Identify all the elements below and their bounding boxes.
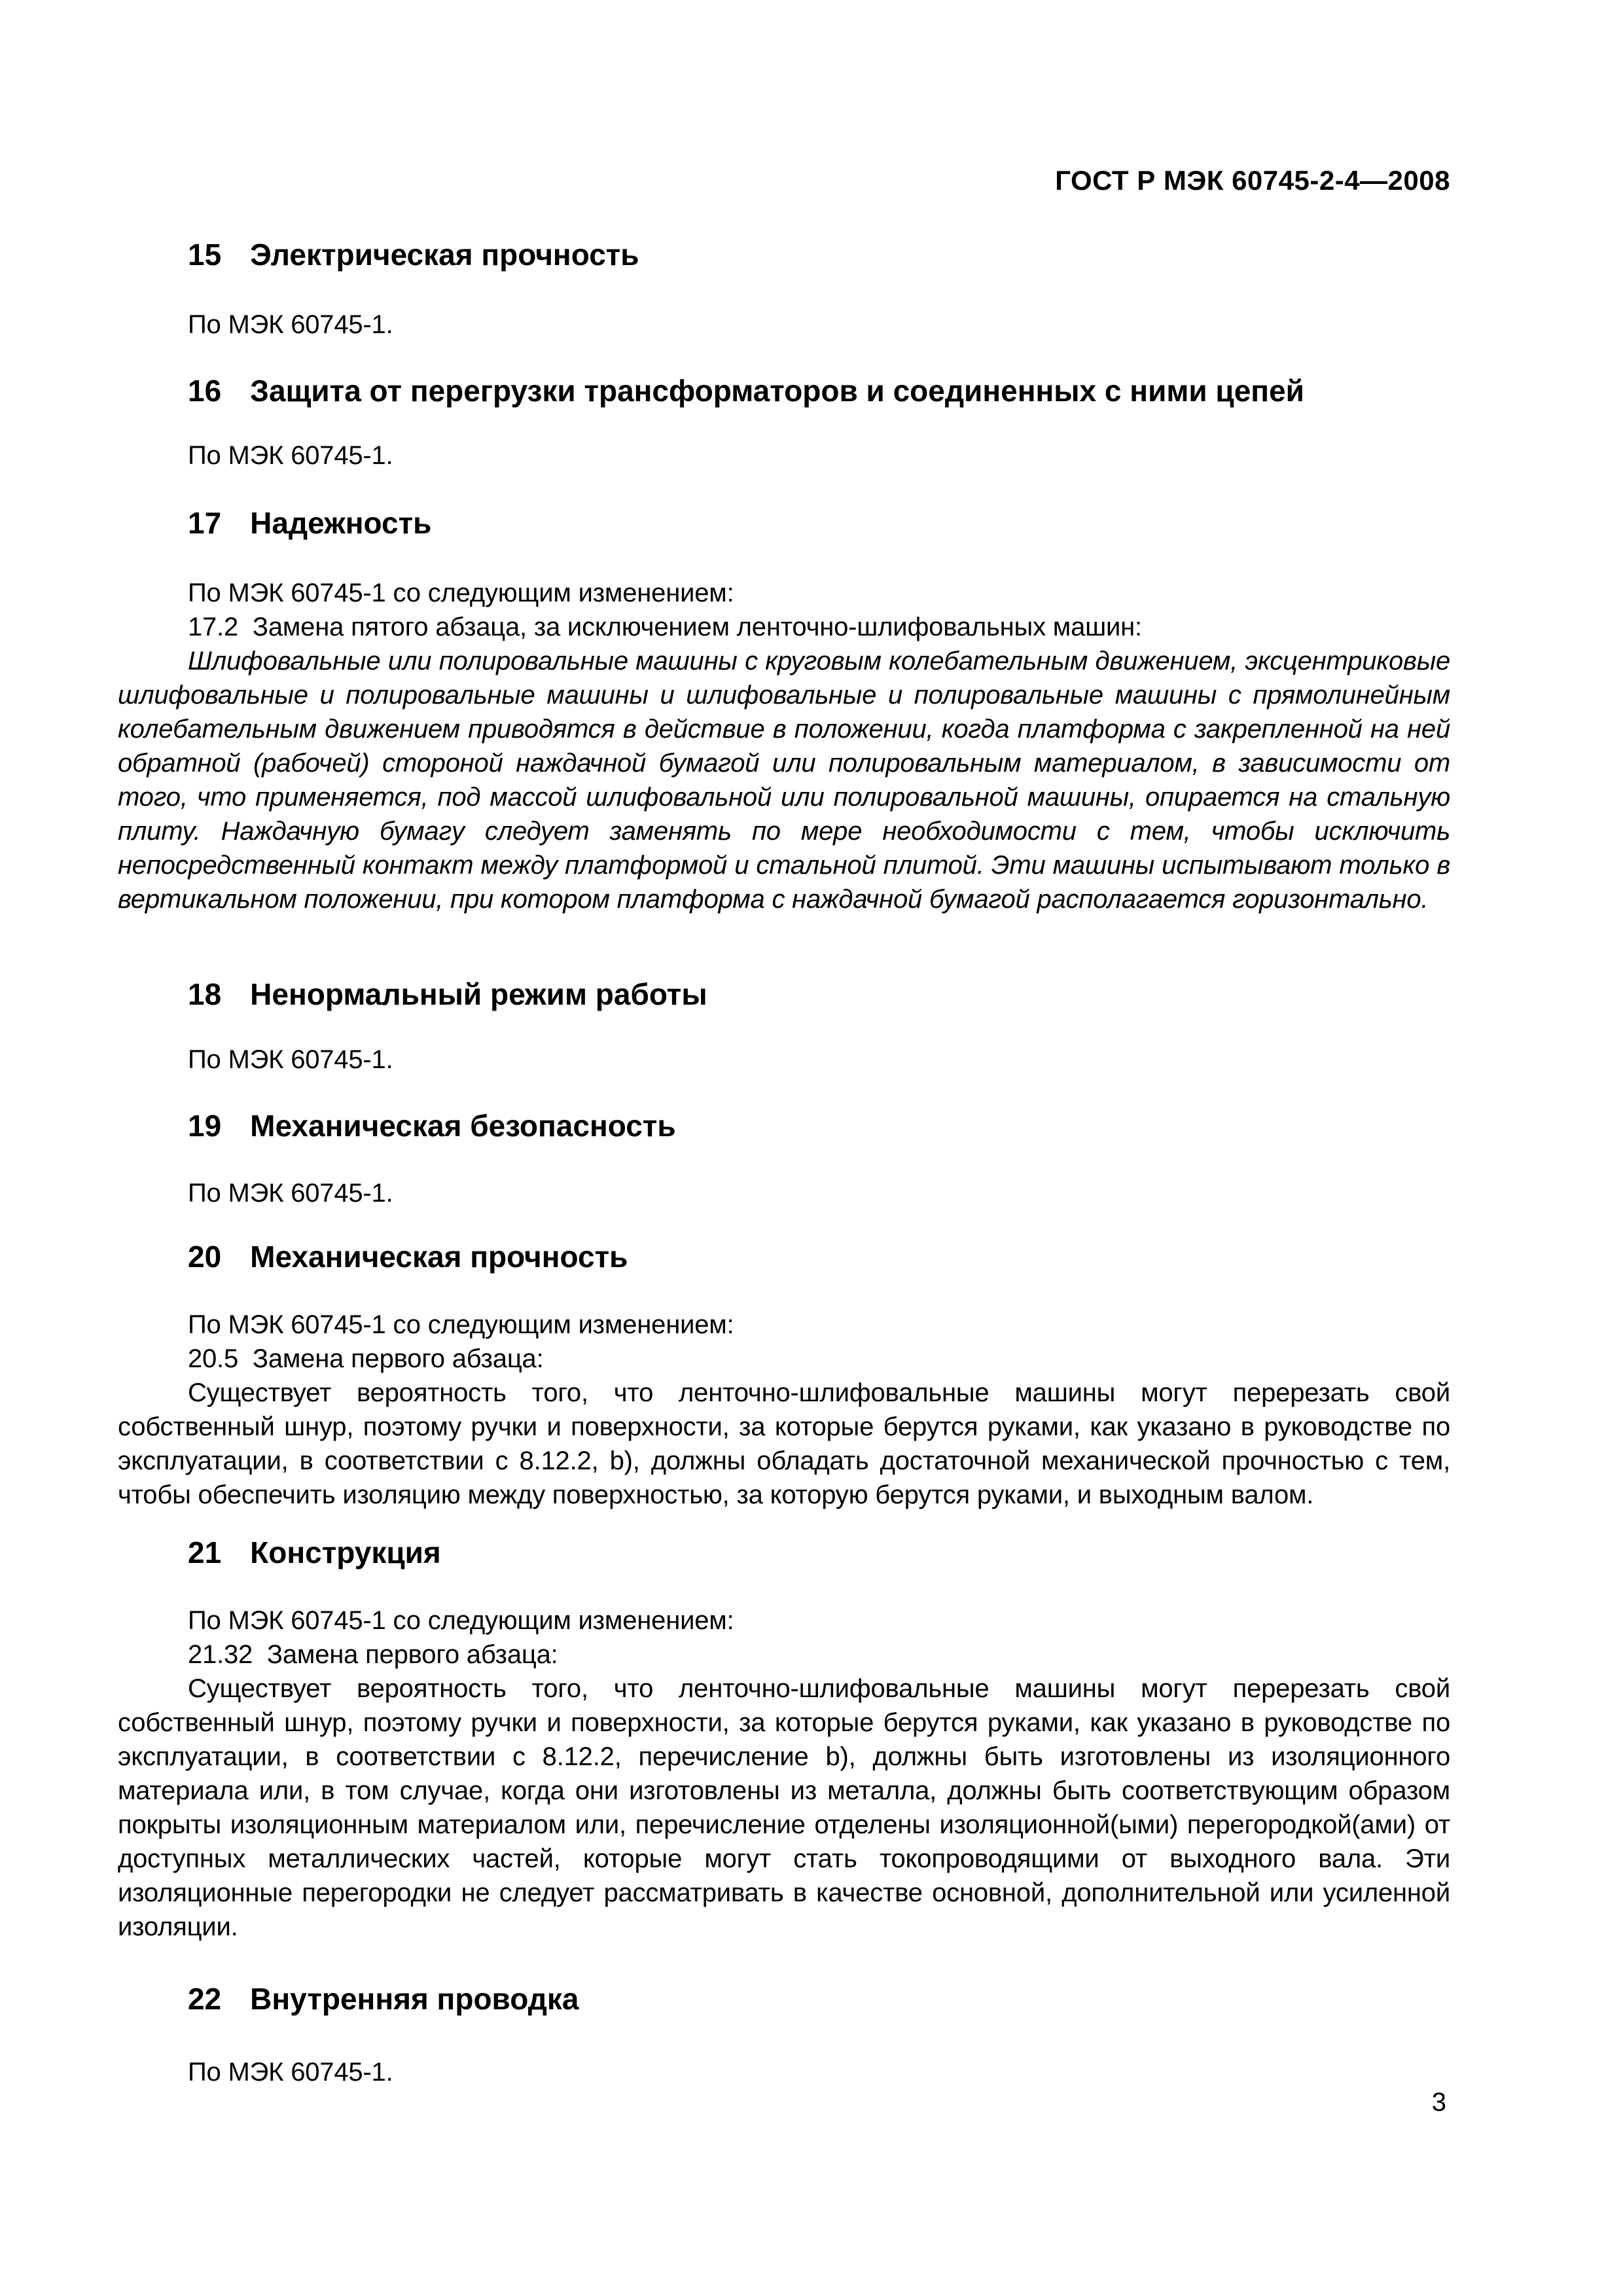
paragraph: По МЭК 60745-1 со следующим изменением:	[188, 1310, 734, 1339]
section-heading-19	[188, 1108, 1450, 1143]
section-title: Внутренняя проводка	[250, 1982, 579, 2016]
section-number: 21	[188, 1535, 222, 1570]
clause-line: 17.2 Замена пятого абзаца, за исключением ленточно-шлифовальных машин:	[188, 613, 1142, 641]
section-heading-21	[188, 1535, 1450, 1570]
paragraph: По МЭК 60745-1.	[188, 2058, 393, 2087]
section-number: 16	[188, 374, 222, 408]
section-heading-15	[188, 237, 1450, 272]
paragraph: Существует вероятность того, что ленточно-шлифовальные машины могут перерезать свой собственный шнур, поэтому ручки и поверхности, за которые берутся руками, как указано в руководстве по эксплуатации, в соответствии с 8.12.2, перечисление b), должны быть изготовлены из изоляционного материала или, в том случае, когда они изготовлены из металла, должны быть соответствующим образом покрыты изоляционным материалом или, перечисление отделены изоляционной(ыми) перегородкой(ами) от доступных металлических частей, которые могут стать токопроводящими от выходного вала. Эти изоляционные перегородки не следует рассматривать в качестве основной, дополнительной или усиленной изоляции.	[118, 1674, 1450, 1941]
section-heading-20	[188, 1239, 1450, 1274]
section-title: Защита от перегрузки трансформаторов и соединенных с ними цепей	[250, 374, 1304, 408]
replacement-text-quote: Шлифовальные или полировальные машины с круговым колебательным движением, эксцентриковые шлифовальные и полировальные машины и шлифовальные и полировальные машины с прямолинейным колебательным движением приводятся в действие в положении, когда платформа с закрепленной на ней обратной (рабочей) стороной наждачной бумагой или полировальным материалом, в зависимости от того, что применяется, под массой шлифовальной или полировальной машины, опирается на стальную плиту. Наждачную бумагу следует заменять по мере необходимости с тем, чтобы исключить непосредственный контакт между платформой и стальной плитой. Эти машины испытывают только в вертикальном положении, при котором платформа с наждачной бумагой располагается горизонтально.	[118, 647, 1450, 914]
section-title: Механическая прочность	[250, 1240, 628, 1274]
section-number: 19	[188, 1109, 222, 1143]
paragraph: По МЭК 60745-1.	[188, 1179, 393, 1208]
section-number: 18	[188, 977, 222, 1011]
paragraph: Существует вероятность того, что ленточно-шлифовальные машины могут перерезать свой собственный шнур, поэтому ручки и поверхности, за которые берутся руками, как указано в руководстве по эксплуатации, в соответствии с 8.12.2, b), должны обладать достаточной механической прочностью с тем, чтобы обеспечить изоляцию между поверхностью, за которую берутся руками, и выходным валом.	[118, 1378, 1450, 1509]
section-heading-17	[188, 505, 1450, 541]
section-number: 15	[188, 238, 222, 272]
section-title: Электрическая прочность	[250, 238, 639, 272]
paragraph: По МЭК 60745-1.	[188, 310, 393, 339]
section-title: Конструкция	[250, 1535, 441, 1570]
paragraph: По МЭК 60745-1 со следующим изменением:	[188, 1606, 734, 1635]
section-title: Механическая безопасность	[250, 1109, 676, 1143]
section-heading-18	[188, 977, 1450, 1012]
section-heading-22	[188, 1981, 1450, 2017]
paragraph: По МЭК 60745-1.	[188, 1045, 393, 1074]
section-number: 20	[188, 1240, 222, 1274]
section-title: Надежность	[250, 506, 432, 540]
doc-code-header: ГОСТ Р МЭК 60745-2-4—2008	[1055, 165, 1450, 196]
paragraph: По МЭК 60745-1 со следующим изменением:	[188, 579, 734, 607]
paragraph: По МЭК 60745-1.	[188, 441, 393, 470]
section-number: 17	[188, 506, 222, 540]
section-title: Ненормальный режим работы	[250, 977, 707, 1011]
clause-line: 20.5 Замена первого абзаца:	[188, 1344, 544, 1373]
section-number: 22	[188, 1982, 222, 2016]
clause-line: 21.32 Замена первого абзаца:	[188, 1640, 558, 1669]
section-heading-16	[188, 373, 1450, 408]
page-number: 3	[1431, 2088, 1446, 2117]
